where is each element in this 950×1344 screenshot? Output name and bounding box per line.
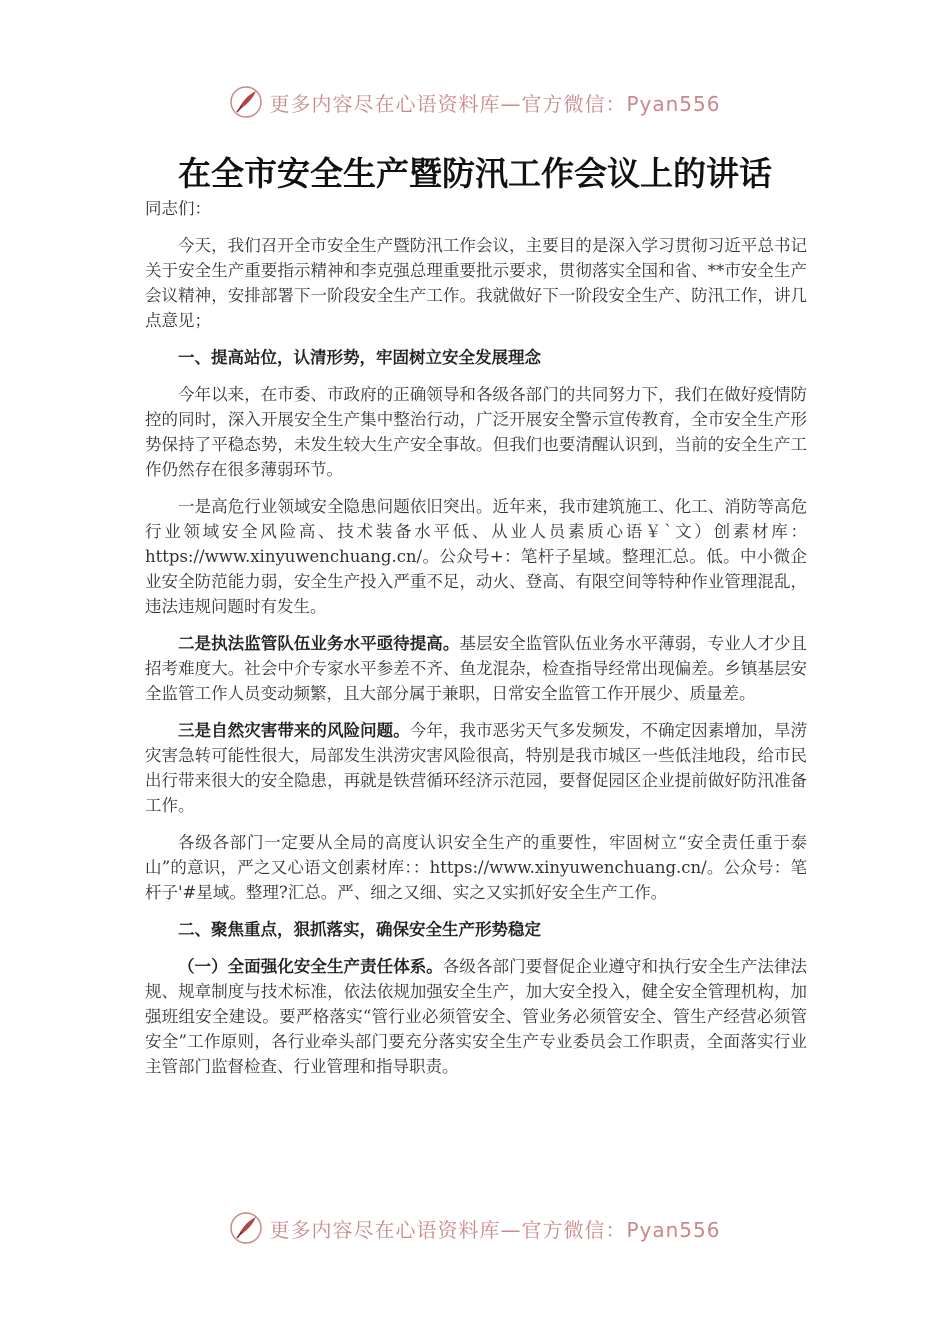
- paragraph-text: 今年以来，在市委、市政府的正确领导和各级各部门的共同努力下，我们在做好疫情防控的同时，深入开展安全生产集中整治行动，广泛开展安全警示宣传教育，全市安全生产形势保持了平稳态势，未发生较大生产安全事故。但我们也要清醒认识到，当前的安全生产工作仍然存在很多薄弱环节。: [145, 385, 807, 479]
- paragraph-text: 各级各部门一定要从全局的高度认识安全生产的重要性，牢固树立“安全责任重于泰山”的意识，严之又心语文创素材库：：https://www.xinyuwenchuang.cn/。公众号：笔杆子'#星域。整理?汇总。严、细之又细、实之又实抓好安全生产工作。: [145, 833, 807, 902]
- paragraph-lead: 三是自然灾害带来的风险问题。: [178, 721, 410, 740]
- section-heading: [145, 917, 807, 942]
- paragraph-lead: （一）全面强化安全生产责任体系。: [178, 957, 443, 976]
- paragraph-text: 基层安全监管队伍业务水平薄弱，专业人才少且招考难度大。社会中介专家水平参差不齐、鱼龙混杂，检查指导经常出现偏差。乡镇基层安全监管工作人员变动频繁，且大部分属于兼职，日常安全监管工作开展少、质量差。: [145, 634, 808, 703]
- watermark-banner-top: [0, 82, 950, 122]
- watermark-text: 更多内容尽在心语资料库—官方微信：Pyan556: [269, 1217, 721, 1242]
- watermark-banner-bottom: [0, 1208, 950, 1248]
- section-heading: [145, 345, 807, 370]
- quill-logo-icon: [229, 1211, 263, 1245]
- paragraph: [145, 382, 807, 482]
- paragraph-text: 今年，我市恶劣天气多发频发，不确定因素增加，旱涝灾害急转可能性很大，局部发生洪涝灾害风险很高，特别是我市城区一些低洼地段，给市民出行带来很大的安全隐患，再就是铁营循环经济示范园，要督促园区企业提前做好防汛准备工作。: [145, 721, 808, 815]
- greeting: 同志们：: [145, 199, 211, 218]
- page-title: 在全市安全生产暨防汛工作会议上的讲话: [178, 154, 772, 193]
- paragraph-text: 一是高危行业领域安全隐患问题依旧突出。近年来，我市建筑施工、化工、消防等高危行业领域安全风险高、技术装备水平低、从业人员素质心语￥`文）创素材库：https://www.xinyuwenchuang.cn/。公众号+：笔杆子星域。整理汇总。低。中小微企业安全防范能力弱，安全生产投入严重不足，动火、登高、有限空间等特种作业管理混乱，违法违规问题时有发生。: [145, 497, 807, 616]
- paragraph: [145, 631, 807, 706]
- paragraph: [145, 954, 807, 1079]
- paragraph-list: [145, 233, 807, 1079]
- watermark-text: 更多内容尽在心语资料库—官方微信：Pyan556: [269, 91, 721, 116]
- document-body: [145, 196, 807, 1091]
- paragraph-lead: 二、聚焦重点，狠抓落实，确保安全生产形势稳定: [178, 920, 541, 939]
- paragraph-lead: 一、提高站位，认清形势，牢固树立安全发展理念: [178, 348, 541, 367]
- paragraph: [145, 718, 807, 818]
- paragraph-text: 今天，我们召开全市安全生产暨防汛工作会议，主要目的是深入学习贯彻习近平总书记关于安全生产重要指示精神和李克强总理重要批示要求，贯彻落实全国和省、**市安全生产会议精神，安排部署下一阶段安全生产工作。我就做好下一阶段安全生产、防汛工作，讲几点意见；: [145, 236, 807, 330]
- paragraph-lead: 二是执法监管队伍业务水平亟待提高。: [178, 634, 460, 653]
- paragraph-text: 各级各部门要督促企业遵守和执行安全生产法律法规、规章制度与技术标准，依法依规加强安全生产，加大安全投入，健全安全管理机构，加强班组安全建设。要严格落实“管行业必须管安全、管业务必须管安全、管生产经营必须管安全”工作原则，各行业牵头部门要充分落实安全生产专业委员会工作职责，全面落实行业主管部门监督检查、行业管理和指导职责。: [145, 957, 808, 1076]
- paragraph: [145, 233, 807, 333]
- paragraph: [145, 494, 807, 619]
- paragraph: [145, 830, 807, 905]
- quill-logo-icon: [229, 85, 263, 119]
